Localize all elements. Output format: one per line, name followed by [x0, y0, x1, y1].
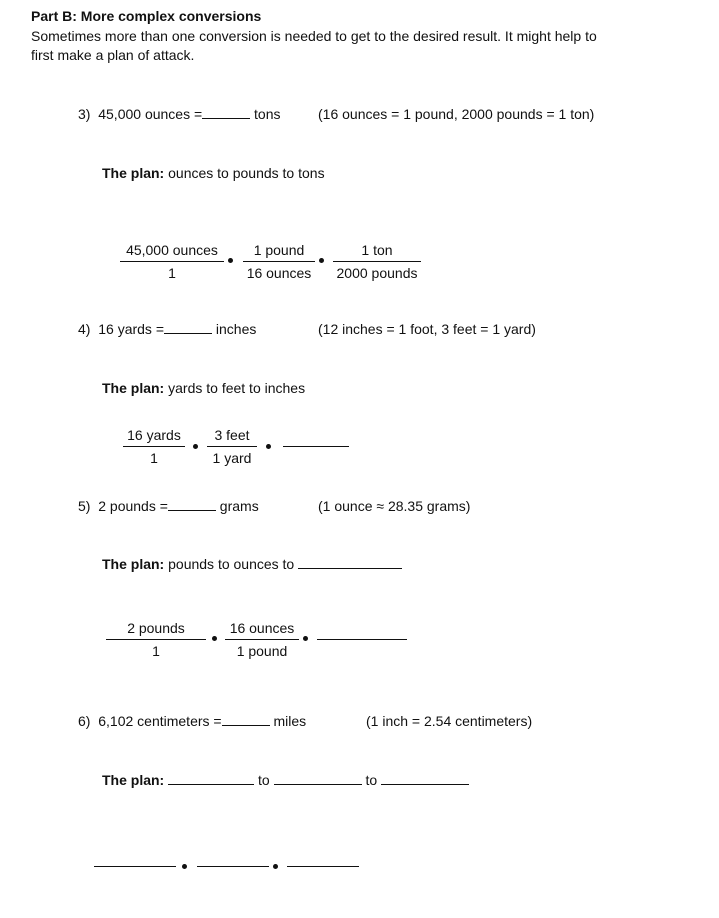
- multiply-dot: [182, 864, 187, 869]
- plan-label: The plan:: [102, 165, 165, 181]
- fraction-bar: [106, 639, 206, 640]
- section-title: Part B: More complex conversions: [31, 8, 262, 24]
- problem-4-plan: [102, 380, 305, 397]
- problem-3-facts: (16 ounces = 1 pound, 2000 pounds = 1 ton): [318, 106, 595, 122]
- plan-text: yards to feet to inches: [168, 380, 306, 396]
- fraction-numerator: 1 pound: [253, 242, 305, 258]
- blank-fraction-bar[interactable]: [283, 446, 349, 447]
- problem-prompt: 2 pounds =: [98, 498, 168, 514]
- blank-fraction-bar[interactable]: [317, 639, 407, 640]
- answer-blank[interactable]: [202, 106, 250, 119]
- plan-connector: to: [365, 772, 378, 788]
- problem-6-statement: [78, 713, 306, 730]
- problem-3-plan: [102, 165, 325, 182]
- problem-unit: tons: [254, 106, 281, 122]
- fraction-bar: [207, 446, 257, 447]
- blank-fraction-bar[interactable]: [94, 866, 176, 867]
- fraction-denominator: 1 pound: [236, 643, 288, 659]
- plan-connector: to: [258, 772, 270, 788]
- fraction-numerator: 3 feet: [214, 427, 250, 443]
- plan-text: ounces to pounds to tons: [168, 165, 325, 181]
- plan-label: The plan:: [102, 380, 165, 396]
- blank-fraction-bar[interactable]: [197, 866, 269, 867]
- problem-prompt: 6,102 centimeters =: [98, 713, 222, 729]
- multiply-dot: [273, 864, 278, 869]
- answer-blank[interactable]: [168, 498, 216, 511]
- answer-blank[interactable]: [222, 713, 270, 726]
- fraction-bar: [225, 639, 299, 640]
- problem-number: 3): [78, 106, 91, 122]
- fraction-bar: [123, 446, 185, 447]
- problem-5-statement: [78, 498, 259, 515]
- fraction-numerator: 16 yards: [127, 427, 181, 443]
- multiply-dot: [303, 636, 308, 641]
- plan-blank[interactable]: [298, 556, 402, 569]
- multiply-dot: [212, 636, 217, 641]
- problem-unit: miles: [273, 713, 307, 729]
- fraction-numerator: 45,000 ounces: [126, 242, 218, 258]
- plan-blank[interactable]: [274, 772, 362, 785]
- problem-6-facts: (1 inch = 2.54 centimeters): [366, 713, 533, 729]
- fraction-numerator: 2 pounds: [127, 620, 185, 636]
- answer-blank[interactable]: [164, 321, 212, 334]
- fraction-numerator: 1 ton: [361, 242, 393, 258]
- fraction-denominator: 1: [152, 643, 160, 659]
- plan-blank[interactable]: [381, 772, 469, 785]
- plan-label: The plan:: [102, 556, 165, 572]
- problem-5-plan: [102, 556, 402, 573]
- intro-text-line-1: Sometimes more than one conversion is needed to get to the desired result. It might help to: [31, 28, 597, 44]
- blank-fraction-bar[interactable]: [287, 866, 359, 867]
- plan-text: pounds to ounces to: [168, 556, 295, 572]
- multiply-dot: [193, 444, 198, 449]
- multiply-dot: [319, 258, 324, 263]
- fraction-denominator: 1: [168, 265, 176, 281]
- fraction-numerator: 16 ounces: [229, 620, 295, 636]
- problem-4-facts: (12 inches = 1 foot, 3 feet = 1 yard): [318, 321, 536, 337]
- problem-unit: grams: [219, 498, 259, 514]
- fraction-bar: [333, 261, 421, 262]
- problem-unit: inches: [215, 321, 257, 337]
- multiply-dot: [228, 258, 233, 263]
- intro-text-line-2: first make a plan of attack.: [31, 47, 195, 63]
- fraction-bar: [243, 261, 315, 262]
- problem-prompt: 16 yards =: [98, 321, 164, 337]
- fraction-denominator: 16 ounces: [246, 265, 312, 281]
- problem-5-facts: (1 ounce ≈ 28.35 grams): [318, 498, 471, 514]
- problem-number: 4): [78, 321, 91, 337]
- plan-label: The plan:: [102, 772, 165, 788]
- multiply-dot: [266, 444, 271, 449]
- fraction-denominator: 1: [150, 450, 158, 466]
- problem-6-plan: [102, 772, 469, 789]
- fraction-bar: [120, 261, 224, 262]
- problem-4-statement: [78, 321, 256, 338]
- problem-prompt: 45,000 ounces =: [98, 106, 203, 122]
- fraction-denominator: 2000 pounds: [336, 265, 418, 281]
- problem-number: 6): [78, 713, 91, 729]
- plan-blank[interactable]: [168, 772, 254, 785]
- problem-3-statement: [78, 106, 281, 123]
- fraction-denominator: 1 yard: [212, 450, 252, 466]
- problem-number: 5): [78, 498, 91, 514]
